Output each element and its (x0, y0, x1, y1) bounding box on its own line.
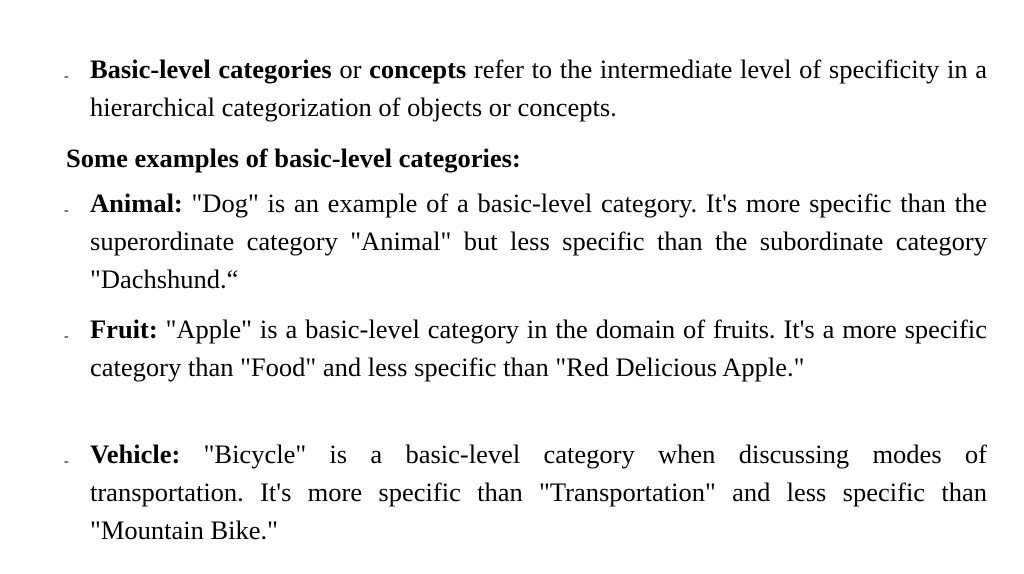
example-text: "Bicycle" is a basic-level category when discussing modes of transportation. It's more specific than "Transportation" and less specific than "Mountain Bike." (90, 439, 987, 545)
example-term: Vehicle: (90, 439, 181, 469)
example-text: "Apple" is a basic-level category in the domain of fruits. It's a more specific category than "Food" and less specific than "Red Delicious Apple." (90, 314, 987, 382)
example-term: Fruit: (90, 314, 158, 344)
examples-heading: Some examples of basic-level categories: (66, 143, 521, 173)
example-vehicle (90, 435, 987, 549)
bullet-marker: - (64, 329, 69, 344)
example-animal (90, 184, 987, 298)
bullet-marker: - (64, 69, 69, 84)
intro-paragraph (90, 50, 987, 126)
bullet-marker: - (64, 454, 69, 469)
bullet-marker: - (64, 203, 69, 218)
example-text: "Dog" is an example of a basic-level category. It's more specific than the superordinate category "Animal" but less specific than the subordinate category "Dachshund.“ (90, 188, 987, 294)
example-term: Animal: (90, 188, 183, 218)
term-basic-level-categories: Basic-level categories (90, 54, 332, 84)
term-concepts: concepts (369, 54, 467, 84)
intro-text: refer to the intermediate level of specificity in a hierarchical categorization of objects or concepts. (90, 54, 987, 122)
connector-text: or (331, 54, 370, 84)
example-fruit (90, 310, 987, 386)
